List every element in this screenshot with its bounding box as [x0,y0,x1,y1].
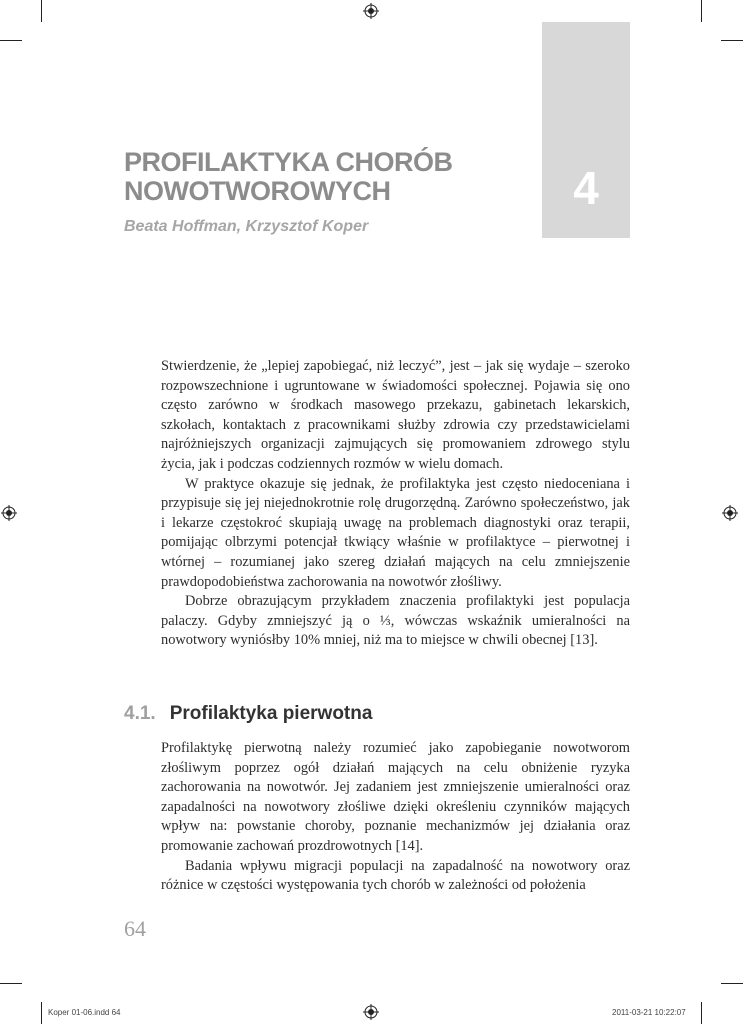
registration-mark-icon [1,505,17,521]
crop-mark [701,1002,702,1024]
intro-text [161,357,630,651]
crop-mark [41,1002,42,1024]
paragraph: Badania wpływu migracji populacji na zapadalność na nowotwory oraz różnice w częstości występowania tych chorób w zależności od położenia [161,857,630,894]
section-number: 4.1. [124,703,156,724]
paragraph: Profilaktykę pierwotną należy rozumieć jako zapobieganie nowotworom złośliwym poprzez ogół działań mających na celu obniżenie ryzyka zachorowania na nowotwór. Jej zadaniem jest zmniejszenie umieralności oraz zapadalności na nowotwory złośliwe dzięki określeniu czynników mających wpływ na: powstanie choroby, poznanie mechanizmów jej działania oraz promowanie zachowań prozdrowotnych [14]. [161,740,630,854]
slug-file: Koper 01-06.indd 64 [48,1008,121,1017]
crop-mark [701,0,702,22]
section-title: Profilaktyka pierwotna [169,703,373,724]
crop-mark [0,983,22,984]
crop-mark [0,40,22,41]
registration-mark-icon [363,1004,379,1020]
page-number: 64 [124,916,146,941]
chapter-authors: Beata Hoffman, Krzysztof Koper [124,218,369,235]
crop-mark [41,0,42,22]
paragraph: Stwierdzenie, że „lepiej zapobiegać, niż leczyć”, jest – jak się wydaje – szeroko rozpowszechnione i ugruntowane w świadomości społecznej. Pojawia się ono często zarówno w środkach masowego przekazu, gabinetach lekarskich, szkołach, kontaktach z pracownikami służby zdrowia czy przedstawicielami najróżniejszych organizacji zajmujących się promowaniem zdrowego stylu życia, jak i podczas codziennych rozmów w wielu domach. [161,358,630,472]
section-text [161,739,630,896]
registration-mark-icon [363,3,379,19]
section-heading [124,701,372,727]
crop-mark [721,40,743,41]
chapter-title-line2: NOWOTWOROWYCH [124,176,391,206]
chapter-number: 4 [573,162,599,214]
chapter-title [124,148,544,206]
slug-datetime: 2011-03-21 10:22:07 [612,1008,686,1017]
registration-mark-icon [722,505,738,521]
chapter-title-line1: PROFILAKTYKA CHORÓB [124,147,453,177]
paragraph: W praktyce okazuje się jednak, że profilaktyka jest często niedoceniana i przypisuje się jej niejednokrotnie rolę drugorzędną. Zarówno społeczeństwo, jak i lekarze częstokroć skupiają uwagę na problemach diagnostyki oraz terapii, pomijając olbrzymi potencjał tkwiący właśnie w profilaktyce – pierwotnej i wtórnej – rozumianej jako szereg działań mających na celu zmniejszenie prawdopodobieństwa zachorowania na nowotwór złośliwy. [161,475,630,590]
crop-mark [721,983,743,984]
paragraph: Dobrze obrazującym przykładem znaczenia profilaktyki jest populacja palaczy. Gdyby zmniejszyć ją o ⅓, wówczas wskaźnik umieralności na nowotwory wyniósłby 10% mniej, niż ma to miejsce w chwili obecnej [13]. [161,593,630,649]
